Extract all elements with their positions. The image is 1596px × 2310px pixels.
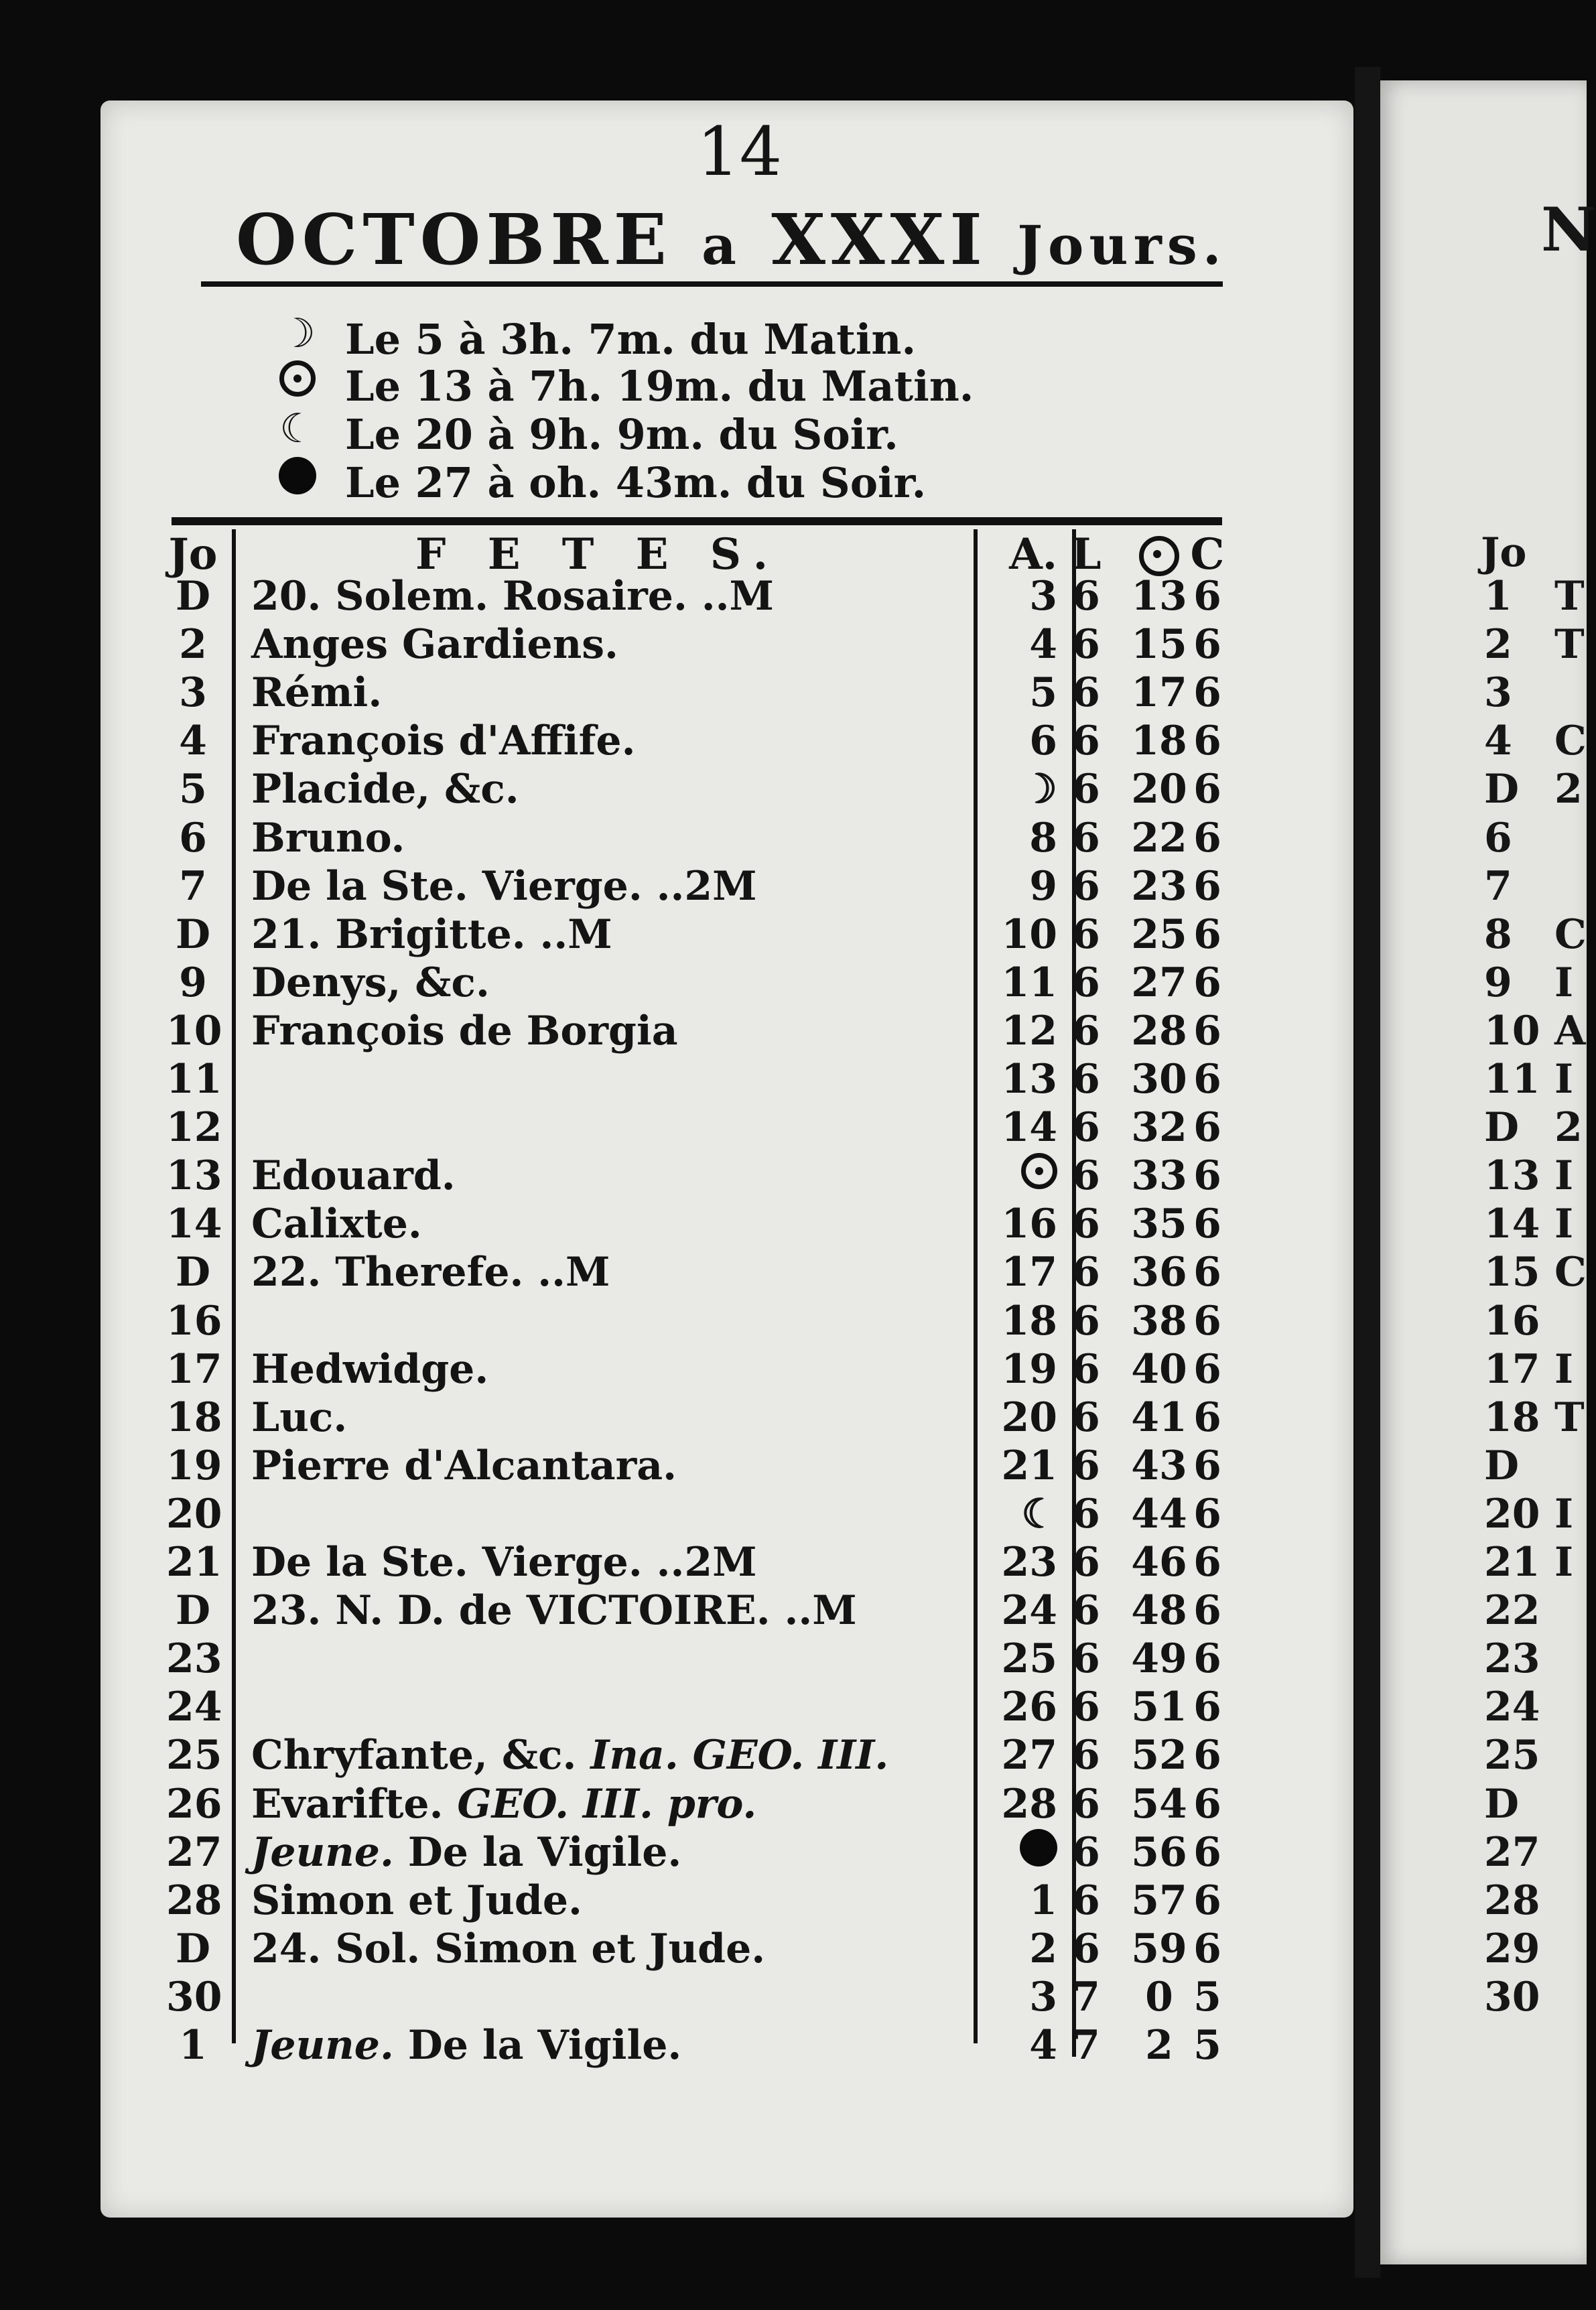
facing-day-cell: 9 <box>1484 959 1512 1006</box>
hour-cell: 6 <box>1072 1635 1100 1682</box>
facing-day-cell: 28 <box>1484 1877 1540 1924</box>
day-cell: D <box>175 1249 211 1296</box>
hour-cell: 6 <box>1072 1781 1100 1828</box>
coucher-cell: 6 <box>1193 1829 1221 1876</box>
day-cell: 24 <box>166 1684 222 1730</box>
age-cell: 19 <box>1001 1346 1057 1393</box>
age-cell: 2 <box>1029 1925 1057 1972</box>
title-rule <box>201 281 1223 287</box>
hour-cell: 6 <box>1072 1008 1100 1055</box>
day-cell: 27 <box>166 1829 222 1876</box>
moon-phase-text: Le 5 à 3h. 7m. du Matin. <box>345 315 917 364</box>
facing-letter-cell: C <box>1554 718 1587 764</box>
coucher-cell: 6 <box>1193 718 1221 764</box>
day-cell: 11 <box>166 1056 222 1103</box>
day-cell: 23 <box>166 1635 222 1682</box>
coucher-cell: 6 <box>1193 911 1221 958</box>
age-cell: 8 <box>1029 815 1057 862</box>
facing-day-cell: D <box>1484 1104 1520 1151</box>
minute-cell: 20 <box>1131 766 1187 813</box>
hour-cell: 6 <box>1072 669 1100 716</box>
hour-cell: 6 <box>1072 766 1100 813</box>
facing-page-header: Jo <box>1481 529 1527 576</box>
hour-cell: 6 <box>1072 959 1100 1006</box>
hour-cell: 6 <box>1072 1877 1100 1924</box>
hour-cell: 6 <box>1072 1104 1100 1151</box>
minute-cell: 2 <box>1145 2022 1173 2069</box>
header-c: C <box>1190 529 1225 580</box>
coucher-cell: 5 <box>1193 1974 1221 2021</box>
column-rule-right <box>974 529 978 2043</box>
moon-phase-text: Le 13 à 7h. 19m. du Matin. <box>345 362 974 411</box>
title-month: OCTOBRE <box>236 198 672 281</box>
day-cell: 16 <box>166 1298 222 1345</box>
facing-day-cell: 2 <box>1484 621 1512 668</box>
minute-cell: 33 <box>1131 1152 1187 1199</box>
moon-phase-text: Le 27 à oh. 43m. du Soir. <box>345 458 927 507</box>
coucher-cell: 6 <box>1193 1298 1221 1345</box>
facing-day-cell: 24 <box>1484 1684 1540 1730</box>
facing-letter-cell: 2 <box>1554 766 1583 813</box>
fete-cell: Evarifte. GEO. III. pro. <box>251 1781 757 1828</box>
coucher-cell: 6 <box>1193 863 1221 910</box>
day-cell: 30 <box>166 1974 222 2021</box>
age-cell: 10 <box>1001 911 1057 958</box>
facing-day-cell: 30 <box>1484 1974 1540 2021</box>
minute-cell: 49 <box>1131 1635 1187 1682</box>
minute-cell: 28 <box>1131 1008 1187 1055</box>
facing-day-cell: 3 <box>1484 669 1512 716</box>
age-cell: 4 <box>1029 2022 1057 2069</box>
facing-letter-cell: I <box>1554 1201 1574 1247</box>
fete-cell: Luc. <box>251 1394 348 1441</box>
table-top-rule <box>172 517 1222 525</box>
coucher-cell: 6 <box>1193 1008 1221 1055</box>
header-l: L <box>1071 529 1102 580</box>
hour-cell: 7 <box>1072 2022 1100 2069</box>
hour-cell: 6 <box>1072 1732 1100 1779</box>
minute-cell: 43 <box>1131 1442 1187 1489</box>
minute-cell: 51 <box>1131 1684 1187 1730</box>
facing-letter-cell: A <box>1554 1008 1586 1055</box>
hour-cell: 6 <box>1072 911 1100 958</box>
coucher-cell: 6 <box>1193 1491 1221 1538</box>
coucher-cell: 6 <box>1193 1346 1221 1393</box>
age-cell: 27 <box>1001 1732 1057 1779</box>
fete-cell: Pierre d'Alcantara. <box>251 1442 677 1489</box>
coucher-cell: 6 <box>1193 1539 1221 1586</box>
fete-cell: De la Ste. Vierge. ..2M <box>251 863 757 910</box>
facing-day-cell: 7 <box>1484 863 1512 910</box>
day-cell: 19 <box>166 1442 222 1489</box>
minute-cell: 56 <box>1131 1829 1187 1876</box>
minute-cell: 59 <box>1131 1925 1187 1972</box>
fete-cell: 23. N. D. de VICTOIRE. ..M <box>251 1587 857 1634</box>
facing-day-cell: 15 <box>1484 1249 1540 1296</box>
hour-cell: 6 <box>1072 1394 1100 1441</box>
hour-cell: 6 <box>1072 1587 1100 1634</box>
age-cell: 17 <box>1001 1249 1057 1296</box>
day-cell: 7 <box>179 863 207 910</box>
fete-cell: Hedwidge. <box>251 1346 489 1393</box>
age-cell: 13 <box>1001 1056 1057 1103</box>
hour-cell: 6 <box>1072 1056 1100 1103</box>
age-cell: 12 <box>1001 1008 1057 1055</box>
hour-cell: 6 <box>1072 1249 1100 1296</box>
day-cell: 21 <box>166 1539 222 1586</box>
day-cell: 26 <box>166 1781 222 1828</box>
minute-cell: 38 <box>1131 1298 1187 1345</box>
facing-letter-cell: C <box>1554 911 1587 958</box>
facing-day-cell: 23 <box>1484 1635 1540 1682</box>
hour-cell: 6 <box>1072 573 1100 620</box>
coucher-cell: 6 <box>1193 1587 1221 1634</box>
facing-letter-cell: T <box>1554 621 1585 668</box>
hour-cell: 6 <box>1072 1539 1100 1586</box>
new-moon-icon <box>277 457 318 497</box>
day-cell: D <box>175 911 211 958</box>
facing-day-cell: 11 <box>1484 1056 1540 1103</box>
day-cell: 10 <box>166 1008 222 1055</box>
coucher-cell: 6 <box>1193 1684 1221 1730</box>
age-cell: ☽ <box>1021 766 1057 813</box>
facing-day-cell: 21 <box>1484 1539 1540 1586</box>
age-cell: 6 <box>1029 718 1057 764</box>
fete-cell: François de Borgia <box>251 1008 678 1055</box>
age-cell: 28 <box>1001 1781 1057 1828</box>
day-cell: D <box>175 573 211 620</box>
day-cell: 9 <box>179 959 207 1006</box>
age-cell: 1 <box>1029 1877 1057 1924</box>
coucher-cell: 6 <box>1193 1201 1221 1247</box>
facing-day-cell: 17 <box>1484 1346 1540 1393</box>
hour-cell: 6 <box>1072 718 1100 764</box>
hour-cell: 7 <box>1072 1974 1100 2021</box>
coucher-cell: 6 <box>1193 1394 1221 1441</box>
day-cell: 18 <box>166 1394 222 1441</box>
day-cell: D <box>175 1587 211 1634</box>
facing-day-cell: 6 <box>1484 815 1512 862</box>
hour-cell: 6 <box>1072 1925 1100 1972</box>
page-title <box>236 198 1227 281</box>
minute-cell: 0 <box>1145 1974 1173 2021</box>
coucher-cell: 6 <box>1193 1056 1221 1103</box>
hour-cell: 6 <box>1072 1201 1100 1247</box>
facing-day-cell: 8 <box>1484 911 1512 958</box>
facing-letter-cell: I <box>1554 1491 1574 1538</box>
coucher-cell: 6 <box>1193 621 1221 668</box>
facing-day-cell: 1 <box>1484 573 1512 620</box>
day-cell: 25 <box>166 1732 222 1779</box>
facing-letter-cell: I <box>1554 1056 1574 1103</box>
minute-cell: 25 <box>1131 911 1187 958</box>
title-jours: Jours. <box>1017 214 1227 277</box>
fete-cell: De la Ste. Vierge. ..2M <box>251 1539 757 1586</box>
day-cell: 5 <box>179 766 207 813</box>
hour-cell: 6 <box>1072 863 1100 910</box>
day-cell: 2 <box>179 621 207 668</box>
facing-letter-cell: T <box>1554 573 1585 620</box>
facing-day-cell: 27 <box>1484 1829 1540 1876</box>
fete-cell: Rémi. <box>251 669 383 716</box>
hour-cell: 6 <box>1072 621 1100 668</box>
fete-cell: Jeune. De la Vigile. <box>251 1829 682 1876</box>
facing-letter-cell: I <box>1554 959 1574 1006</box>
new-moon-icon <box>984 1829 1057 1877</box>
age-cell: 25 <box>1001 1635 1057 1682</box>
facing-day-cell: 10 <box>1484 1008 1540 1055</box>
minute-cell: 22 <box>1131 815 1187 862</box>
facing-letter-cell: T <box>1554 1394 1585 1441</box>
age-cell: 16 <box>1001 1201 1057 1247</box>
hour-cell: 6 <box>1072 1346 1100 1393</box>
age-cell: ☾ <box>1021 1491 1057 1538</box>
facing-day-cell: 4 <box>1484 718 1512 764</box>
coucher-cell: 6 <box>1193 1732 1221 1779</box>
minute-cell: 36 <box>1131 1249 1187 1296</box>
fete-cell: François d'Affife. <box>251 718 636 764</box>
facing-day-cell: 29 <box>1484 1925 1540 1972</box>
day-cell: D <box>175 1925 211 1972</box>
day-cell: 17 <box>166 1346 222 1393</box>
age-cell: 14 <box>1001 1104 1057 1151</box>
header-a: A. <box>1009 529 1057 580</box>
facing-letter-cell: I <box>1554 1346 1574 1393</box>
day-cell: 1 <box>179 2022 207 2069</box>
book-gutter <box>1355 67 1380 2278</box>
facing-day-cell: 14 <box>1484 1201 1540 1247</box>
header-jo: Jo <box>168 529 218 580</box>
age-cell: 3 <box>1029 573 1057 620</box>
minute-cell: 13 <box>1131 573 1187 620</box>
day-cell: 28 <box>166 1877 222 1924</box>
first-quarter-icon: ☽ <box>279 310 316 357</box>
minute-cell: 18 <box>1131 718 1187 764</box>
hour-cell: 6 <box>1072 1684 1100 1730</box>
minute-cell: 40 <box>1131 1346 1187 1393</box>
age-cell: 3 <box>1029 1974 1057 2021</box>
coucher-cell: 6 <box>1193 1152 1221 1199</box>
fete-cell: 21. Brigitte. ..M <box>251 911 612 958</box>
facing-letter-cell: 2 <box>1554 1104 1583 1151</box>
moon-phase-text: Le 20 à 9h. 9m. du Soir. <box>345 410 899 459</box>
minute-cell: 17 <box>1131 669 1187 716</box>
minute-cell: 52 <box>1131 1732 1187 1779</box>
age-cell: 11 <box>1001 959 1057 1006</box>
day-cell: 14 <box>166 1201 222 1247</box>
coucher-cell: 6 <box>1193 1249 1221 1296</box>
minute-cell: 27 <box>1131 959 1187 1006</box>
coucher-cell: 6 <box>1193 959 1221 1006</box>
fete-cell: Placide, &c. <box>251 766 519 813</box>
minute-cell: 41 <box>1131 1394 1187 1441</box>
hour-cell: 6 <box>1072 1152 1100 1199</box>
minute-cell: 48 <box>1131 1587 1187 1634</box>
minute-cell: 35 <box>1131 1201 1187 1247</box>
facing-page-title: N <box>1541 194 1596 265</box>
minute-cell: 32 <box>1131 1104 1187 1151</box>
age-cell: 21 <box>1001 1442 1057 1489</box>
day-cell: 12 <box>166 1104 222 1151</box>
coucher-cell: 6 <box>1193 669 1221 716</box>
last-quarter-icon: ☾ <box>279 405 316 452</box>
fete-cell: Denys, &c. <box>251 959 490 1006</box>
title-a: a <box>702 214 742 277</box>
hour-cell: 6 <box>1072 1298 1100 1345</box>
facing-day-cell: 25 <box>1484 1732 1540 1779</box>
fete-cell: 24. Sol. Simon et Jude. <box>251 1925 766 1972</box>
header-fetes: F E T E S. <box>415 529 781 580</box>
fete-cell: Bruno. <box>251 815 405 862</box>
age-cell: 26 <box>1001 1684 1057 1730</box>
fete-cell: Simon et Jude. <box>251 1877 582 1924</box>
day-cell: 4 <box>179 718 207 764</box>
hour-cell: 6 <box>1072 1829 1100 1876</box>
age-cell: 9 <box>1029 863 1057 910</box>
minute-cell: 44 <box>1131 1491 1187 1538</box>
facing-letter-cell: C <box>1554 1249 1587 1296</box>
facing-day-cell: D <box>1484 766 1520 813</box>
age-cell: 23 <box>1001 1539 1057 1586</box>
coucher-cell: 6 <box>1193 1442 1221 1489</box>
page-number: 14 <box>697 113 783 191</box>
coucher-cell: 6 <box>1193 573 1221 620</box>
coucher-cell: 6 <box>1193 1781 1221 1828</box>
facing-letter-cell: I <box>1554 1152 1574 1199</box>
minute-cell: 57 <box>1131 1877 1187 1924</box>
hour-cell: 6 <box>1072 815 1100 862</box>
facing-letter-cell: I <box>1554 1539 1574 1586</box>
fete-cell: Calixte. <box>251 1201 422 1247</box>
day-cell: 13 <box>166 1152 222 1199</box>
day-cell: 6 <box>179 815 207 862</box>
coucher-cell: 6 <box>1193 1925 1221 1972</box>
facing-day-cell: 20 <box>1484 1491 1540 1538</box>
fete-cell: Edouard. <box>251 1152 456 1199</box>
minute-cell: 46 <box>1131 1539 1187 1586</box>
fete-cell: Anges Gardiens. <box>251 621 618 668</box>
coucher-cell: 6 <box>1193 1635 1221 1682</box>
minute-cell: 30 <box>1131 1056 1187 1103</box>
fete-cell: Jeune. De la Vigile. <box>251 2022 682 2069</box>
full-moon-icon <box>277 360 318 401</box>
coucher-cell: 6 <box>1193 1877 1221 1924</box>
facing-day-cell: 13 <box>1484 1152 1540 1199</box>
day-cell: 3 <box>179 669 207 716</box>
coucher-cell: 6 <box>1193 766 1221 813</box>
hour-cell: 6 <box>1072 1442 1100 1489</box>
minute-cell: 15 <box>1131 621 1187 668</box>
facing-day-cell: 16 <box>1484 1298 1540 1345</box>
age-cell: 5 <box>1029 669 1057 716</box>
fete-cell: Chryfante, &c. Ina. GEO. III. <box>251 1732 889 1779</box>
facing-day-cell: D <box>1484 1442 1520 1489</box>
coucher-cell: 6 <box>1193 1104 1221 1151</box>
facing-day-cell: D <box>1484 1781 1520 1828</box>
fete-cell: 22. Therefe. ..M <box>251 1249 610 1296</box>
minute-cell: 54 <box>1131 1781 1187 1828</box>
column-rule-left <box>232 529 236 2043</box>
age-cell: 4 <box>1029 621 1057 668</box>
coucher-cell: 5 <box>1193 2022 1221 2069</box>
sun-icon <box>1139 536 1179 576</box>
age-cell: 24 <box>1001 1587 1057 1634</box>
title-numeral: XXXI <box>771 198 988 281</box>
facing-day-cell: 18 <box>1484 1394 1540 1441</box>
facing-day-cell: 22 <box>1484 1587 1540 1634</box>
age-cell: 18 <box>1001 1298 1057 1345</box>
hour-cell: 6 <box>1072 1491 1100 1538</box>
age-cell: 20 <box>1001 1394 1057 1441</box>
fete-cell: 20. Solem. Rosaire. ..M <box>251 573 774 620</box>
minute-cell: 23 <box>1131 863 1187 910</box>
full-moon-icon <box>984 1152 1057 1199</box>
day-cell: 20 <box>166 1491 222 1538</box>
coucher-cell: 6 <box>1193 815 1221 862</box>
